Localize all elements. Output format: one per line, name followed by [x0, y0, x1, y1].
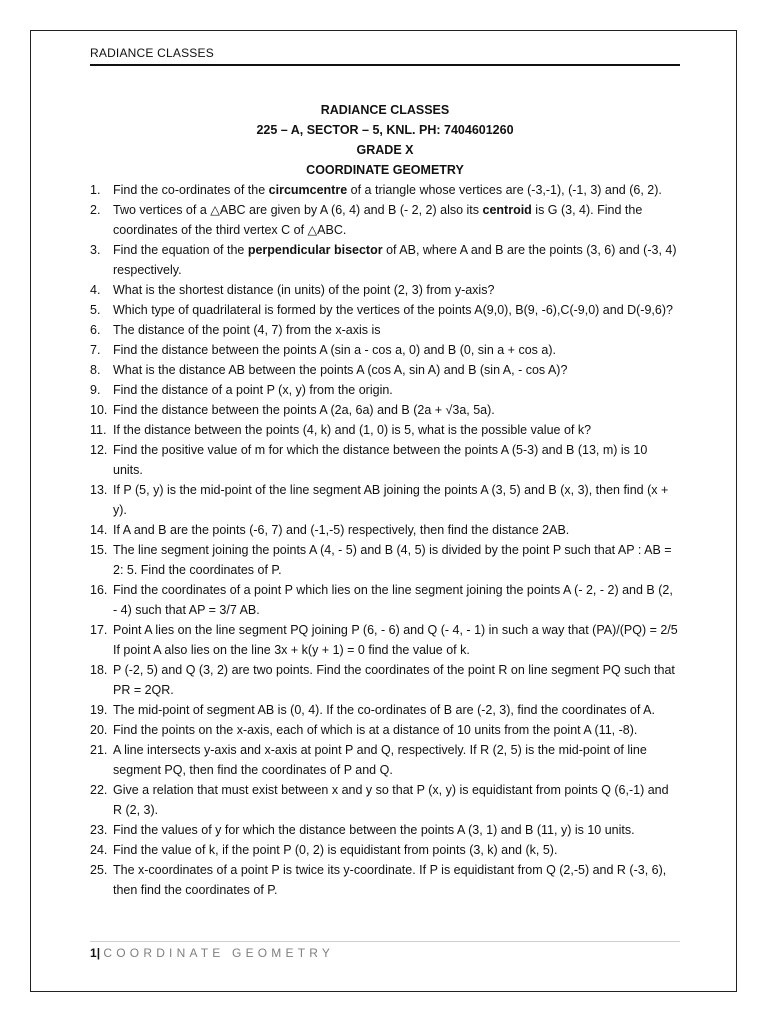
- question-text: Find the equation of the: [113, 243, 248, 257]
- question-number: 18.: [90, 663, 108, 677]
- question-number: 3.: [90, 243, 101, 257]
- footer-label: COORDINATE GEOMETRY: [103, 946, 335, 960]
- question-text: is G (3, 4). Find the coordinates of the third vertex C of △ABC.: [113, 203, 643, 237]
- question-item: [90, 180, 680, 200]
- page-number: 1: [90, 946, 97, 960]
- question-item: [90, 580, 680, 620]
- question-item: [90, 280, 680, 300]
- question-text: The line segment joining the points A (4, - 5) and B (4, 5) is divided by the point P such that AP : AB = 2: 5. Find the coordinates of P.: [113, 543, 672, 577]
- question-number: 24.: [90, 843, 108, 857]
- question-number: 12.: [90, 443, 108, 457]
- question-item: [90, 700, 680, 720]
- footer-separator: |: [96, 946, 101, 960]
- question-text: Find the points on the x-axis, each of which is at a distance of 10 units from the point A (11, -8).: [113, 723, 638, 737]
- subject-title: COORDINATE GEOMETRY: [306, 163, 464, 177]
- question-text: Point A lies on the line segment PQ joining P (6, - 6) and Q (- 4, - 1) in such a way that (PA)/(PQ) = 2/5 If point A also lies on the line 3x + k(y + 1) = 0 find the value of k.: [113, 623, 678, 657]
- question-key-term: perpendicular bisector: [247, 243, 383, 257]
- question-item: [90, 740, 680, 780]
- question-number: 22.: [90, 783, 108, 797]
- question-number: 13.: [90, 483, 108, 497]
- question-item: [90, 340, 680, 360]
- question-number: 7.: [90, 343, 101, 357]
- question-item: [90, 660, 680, 700]
- question-text: Find the positive value of m for which the distance between the points A (5-3) and B (13, m) is 10 units.: [113, 443, 648, 477]
- question-text: The distance of the point (4, 7) from the x-axis is: [113, 323, 381, 337]
- title-block: [90, 100, 680, 180]
- question-number: 25.: [90, 863, 108, 877]
- question-text: Find the value of k, if the point P (0, 2) is equidistant from points (3, k) and (k, 5).: [113, 843, 558, 857]
- question-text: If A and B are the points (-6, 7) and (-1,-5) respectively, then find the distance 2AB.: [113, 523, 570, 537]
- question-text: Find the co-ordinates of the: [113, 183, 269, 197]
- question-item: [90, 780, 680, 820]
- question-item: [90, 620, 680, 660]
- footer: [90, 946, 334, 960]
- question-item: [90, 420, 680, 440]
- running-header: RADIANCE CLASSES: [90, 46, 214, 60]
- question-item: [90, 720, 680, 740]
- question-number: 14.: [90, 523, 108, 537]
- question-number: 15.: [90, 543, 108, 557]
- question-number: 20.: [90, 723, 108, 737]
- question-number: 11.: [90, 423, 107, 437]
- header-rule: [90, 64, 680, 66]
- question-item: [90, 540, 680, 580]
- question-number: 10.: [90, 403, 108, 417]
- question-text: P (-2, 5) and Q (3, 2) are two points. Find the coordinates of the point R on line segment PQ such that PR = 2QR.: [113, 663, 675, 697]
- question-text: Find the values of y for which the distance between the points A (3, 1) and B (11, y) is 10 units.: [113, 823, 635, 837]
- question-number: 8.: [90, 363, 101, 377]
- question-text: Give a relation that must exist between x and y so that P (x, y) is equidistant from points Q (6,-1) and R (2, 3).: [113, 783, 669, 817]
- question-number: 17.: [90, 623, 108, 637]
- question-item: [90, 860, 680, 900]
- question-text: Which type of quadrilateral is formed by the vertices of the points A(9,0), B(9, -6),C(-9,0) and D(-9,6)?: [113, 303, 673, 317]
- question-number: 4.: [90, 283, 101, 297]
- question-text: What is the shortest distance (in units) of the point (2, 3) from y-axis?: [113, 283, 495, 297]
- question-item: [90, 400, 680, 420]
- question-text: Find the distance between the points A (2a, 6a) and B (2a + √3a, 5a).: [113, 403, 495, 417]
- institute-address: 225 – A, SECTOR – 5, KNL. PH: 7404601260: [256, 123, 514, 137]
- question-text: If P (5, y) is the mid-point of the line segment AB joining the points A (3, 5) and B (x, 3), then find (x + y).: [113, 483, 669, 517]
- question-number: 1.: [90, 183, 101, 197]
- question-number: 19.: [90, 703, 108, 717]
- question-number: 2.: [90, 203, 101, 217]
- question-text: of a triangle whose vertices are (-3,-1), (-1, 3) and (6, 2).: [347, 183, 662, 197]
- question-item: [90, 480, 680, 520]
- question-number: 16.: [90, 583, 108, 597]
- question-item: [90, 240, 680, 280]
- question-number: 6.: [90, 323, 101, 337]
- question-item: [90, 200, 680, 240]
- question-number: 5.: [90, 303, 101, 317]
- question-text: What is the distance AB between the points A (cos A, sin A) and B (sin A, - cos A)?: [113, 363, 568, 377]
- question-text: The mid-point of segment AB is (0, 4). If the co-ordinates of B are (-2, 3), find the coordinates of A.: [113, 703, 655, 717]
- question-text: Find the distance between the points A (sin a - cos a, 0) and B (0, sin a + cos a).: [113, 343, 556, 357]
- question-item: [90, 520, 680, 540]
- question-item: [90, 840, 680, 860]
- question-text: Two vertices of a △ABC are given by A (6, 4) and B (- 2, 2) also its: [113, 203, 483, 217]
- question-list: [90, 180, 680, 900]
- grade-title: GRADE X: [356, 143, 414, 157]
- question-item: [90, 440, 680, 480]
- question-text: of AB, where A and B are the points (3, 6) and (-3, 4) respectively.: [113, 243, 677, 277]
- question-number: 21.: [90, 743, 108, 757]
- question-text: Find the distance of a point P (x, y) from the origin.: [113, 383, 393, 397]
- question-item: [90, 380, 680, 400]
- question-text: The x-coordinates of a point P is twice its y-coordinate. If P is equidistant from Q (2,-5) and R (-3, 6), then find the coordinates of P.: [113, 863, 667, 897]
- question-key-term: circumcentre: [268, 183, 348, 197]
- question-item: [90, 300, 680, 320]
- question-number: 9.: [90, 383, 101, 397]
- institute-name: RADIANCE CLASSES: [320, 103, 450, 117]
- footer-rule: [90, 941, 680, 942]
- question-text: If the distance between the points (4, k) and (1, 0) is 5, what is the possible value of k?: [113, 423, 592, 437]
- question-item: [90, 820, 680, 840]
- question-item: [90, 360, 680, 380]
- question-text: A line intersects y-axis and x-axis at point P and Q, respectively. If R (2, 5) is the mid-point of line segment PQ, then find the coordinates of P and Q.: [113, 743, 647, 777]
- question-text: Find the coordinates of a point P which lies on the line segment joining the points A (- 2, - 2) and B (2, - 4) such that AP = 3/7 AB.: [113, 583, 673, 617]
- question-item: [90, 320, 680, 340]
- question-key-term: centroid: [482, 203, 532, 217]
- question-number: 23.: [90, 823, 108, 837]
